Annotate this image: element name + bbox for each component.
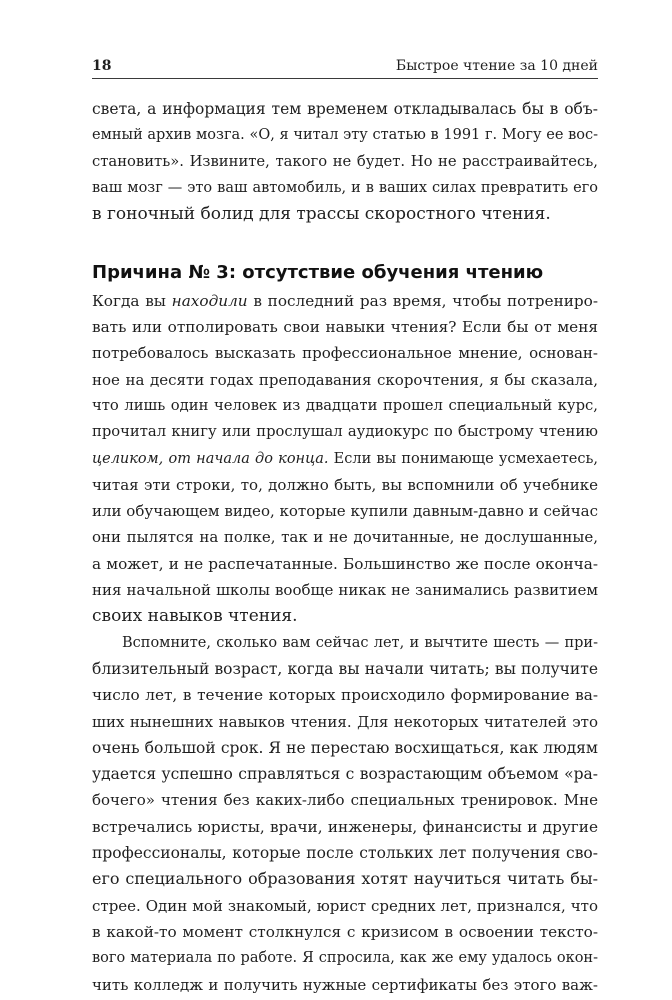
text-line: стрее. Один мой знакомый, юрист средних лет, признался, что: [92, 896, 598, 915]
text-line: или обучающем видео, которые купили давным-давно и сейчас: [92, 502, 598, 521]
section-spacer: [92, 227, 598, 253]
text-run: Если вы понимающе усмехаетесь,: [328, 450, 598, 467]
text-line: чить колледж и получить нужные сертификаты без этого важ-: [92, 975, 598, 994]
text-line: Вспомните, сколько вам сейчас лет, и вычтите шесть — при-: [122, 634, 598, 651]
text-line: они пылятся на полке, так и не дочитанные, не дослушанные,: [92, 528, 598, 547]
running-header: [92, 54, 598, 79]
text-line: ное на десяти годах преподавания скорочтения, я бы сказала,: [92, 370, 598, 389]
text-line: число лет, в течение которых происходило формирование ва-: [92, 686, 598, 705]
page-number: 18: [92, 58, 112, 74]
text-line: в гоночный болид для трассы скоростного чтения.: [92, 204, 551, 225]
section-heading: Причина № 3: отсутствие обучения чтению: [92, 261, 544, 283]
section-paragraph-2: [92, 630, 598, 998]
text-line: очень большой срок. Я не перестаю восхищаться, как людям: [92, 738, 598, 757]
text-line: удается успешно справляться с возрастающим объемом «ра-: [92, 765, 598, 784]
text-line: становить». Извините, такого не будет. Но не расстраивайтесь,: [92, 152, 598, 170]
emphasis-text: находили: [171, 291, 248, 310]
text-line: потребовалось высказать профессиональное мнение, основан-: [92, 344, 598, 363]
text-line: бочего» чтения без каких-либо специальных тренировок. Мне: [92, 791, 598, 810]
intro-paragraph: [92, 96, 598, 227]
text-line: встречались юристы, врачи, инженеры, финансисты и другие: [92, 817, 598, 836]
text-line: [92, 446, 598, 472]
section-paragraph-1: [92, 288, 598, 630]
text-line: вать или отполировать свои навыки чтения? Если бы от меня: [92, 318, 598, 337]
text-line: прочитал книгу или прослушал аудиокурс по быстрому чтению: [92, 423, 598, 441]
book-title: Быстрое чтение за 10 дней: [395, 58, 598, 74]
text-line: емный архив мозга. «О, я читал эту статью в 1991 г. Могу ее вос-: [92, 127, 598, 144]
text-line: ших нынешних навыков чтения. Для некоторых читателей это: [92, 712, 598, 731]
text-line: его специального образования хотят научиться читать бы-: [92, 869, 598, 889]
text-line: [92, 288, 598, 314]
text-line: в какой-то момент столкнулся с кризисом в освоении тексто-: [92, 922, 598, 941]
text-line: своих навыков чтения.: [92, 606, 298, 627]
text-line: близительный возраст, когда вы начали читать; вы получите: [92, 659, 598, 678]
text-line: что лишь один человек из двадцати прошел специальный курс,: [92, 396, 598, 414]
text-run: в последний раз время, чтобы потрениро-: [247, 291, 599, 310]
text-line: читая эти строки, то, должно быть, вы вспомнили об учебнике: [92, 475, 598, 494]
text-line: света, а информация тем временем откладывалась бы в объ-: [92, 100, 598, 118]
text-line: профессионалы, которые после стольких лет получения сво-: [92, 844, 598, 863]
text-line: вого материала по работе. Я спросила, как же ему удалось окон-: [92, 950, 598, 967]
text-line: ния начальной школы вообще никак не занимались развитием: [92, 581, 598, 600]
text-line: ваш мозг — это ваш автомобиль, и в ваших силах превратить его: [92, 179, 598, 196]
text-run: Когда вы: [92, 291, 172, 310]
emphasis-text: целиком, от начала до конца.: [92, 450, 329, 467]
page-content: [92, 96, 598, 998]
text-line: а может, и не распечатанные. Большинство же после оконча-: [92, 554, 598, 573]
